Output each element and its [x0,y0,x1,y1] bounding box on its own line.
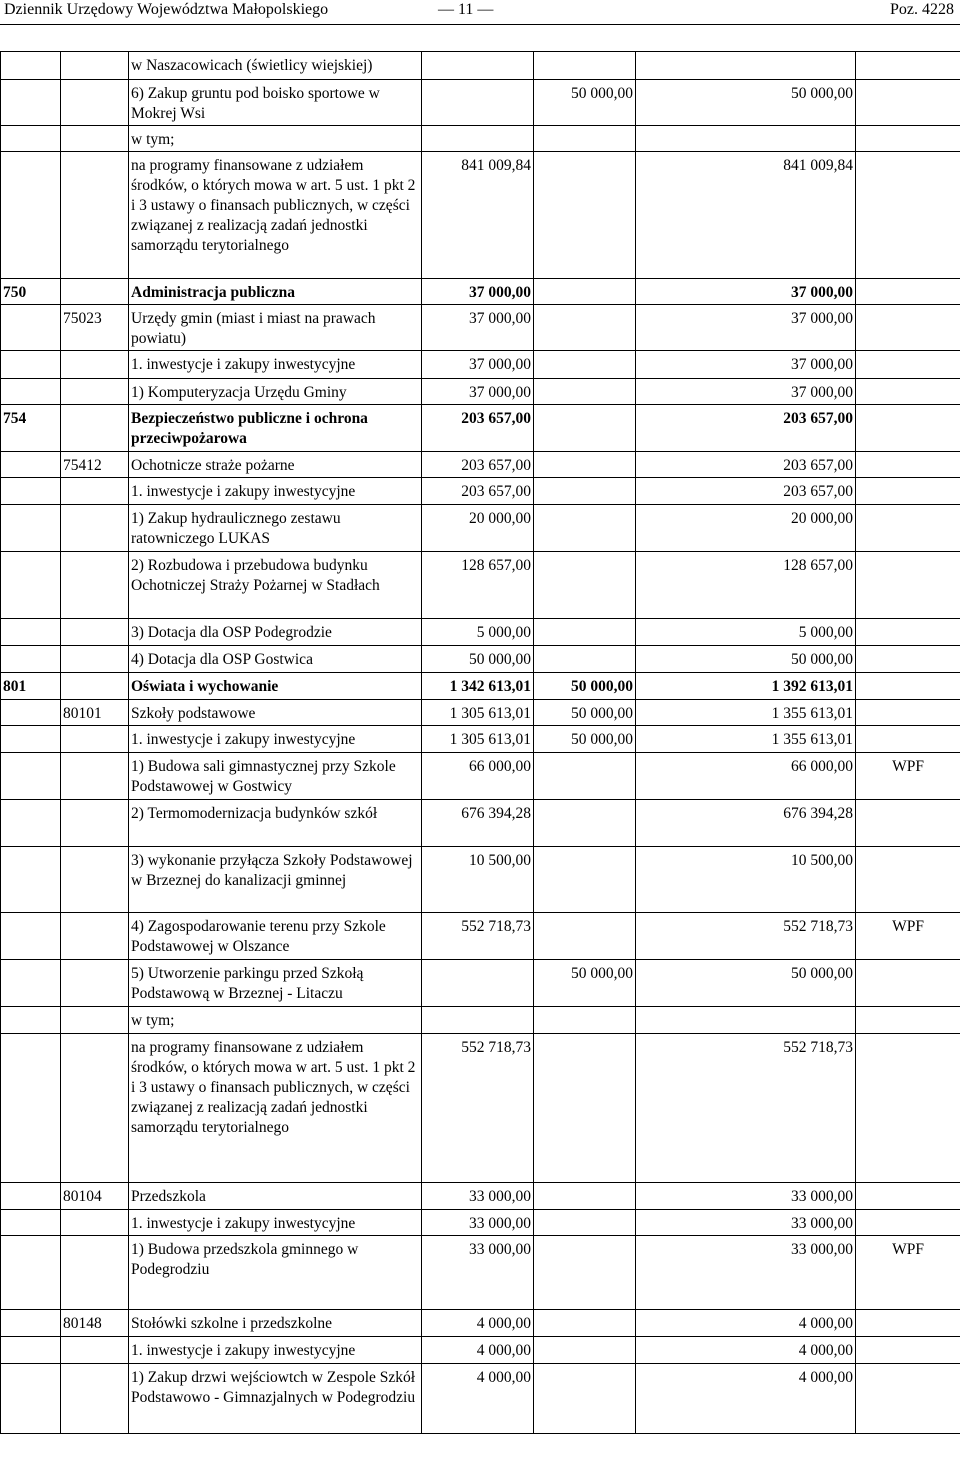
table-row [1,126,960,152]
amount-plan-cell: 1 342 613,01 [422,673,534,700]
table-row [1,800,960,847]
amount-after-cell: 203 657,00 [636,405,856,452]
dzial-cell [1,1337,61,1364]
amount-plan-cell: 676 394,28 [422,800,534,847]
note-cell [856,279,960,305]
amount-after-cell: 33 000,00 [636,1210,856,1236]
description-cell: 3) Dotacja dla OSP Podegrodzie [129,619,422,646]
note-cell [856,552,960,619]
note-cell [856,646,960,673]
rozdzial-cell: 80104 [61,1183,129,1210]
rozdzial-cell [61,800,129,847]
amount-after-cell: 1 355 613,01 [636,700,856,726]
amount-change-cell [534,646,636,673]
dzial-cell [1,1007,61,1034]
amount-after-cell: 66 000,00 [636,753,856,800]
note-cell [856,1183,960,1210]
table-row [1,619,960,646]
note-cell: WPF [856,913,960,960]
amount-plan-cell: 203 657,00 [422,478,534,505]
rozdzial-cell: 80101 [61,700,129,726]
amount-change-cell [534,379,636,405]
amount-plan-cell: 37 000,00 [422,305,534,351]
amount-after-cell: 10 500,00 [636,847,856,913]
note-cell [856,452,960,478]
rozdzial-cell [61,1337,129,1364]
table-row [1,1210,960,1236]
dzial-cell [1,379,61,405]
table-row [1,52,960,80]
table-row [1,279,960,305]
rozdzial-cell [61,478,129,505]
table-row [1,305,960,351]
description-cell: 1. inwestycje i zakupy inwestycyjne [129,351,422,379]
note-cell [856,700,960,726]
table-row [1,726,960,753]
rozdzial-cell [61,913,129,960]
note-cell [856,1210,960,1236]
rozdzial-cell [61,126,129,152]
dzial-cell [1,452,61,478]
page-header [0,0,960,24]
table-row [1,379,960,405]
rozdzial-cell [61,552,129,619]
note-cell [856,1007,960,1034]
description-cell: Ochotnicze straże pożarne [129,452,422,478]
table-row [1,552,960,619]
amount-change-cell [534,1007,636,1034]
note-cell [856,673,960,700]
amount-after-cell [636,1007,856,1034]
table-row [1,505,960,552]
rozdzial-cell [61,753,129,800]
note-cell [856,405,960,452]
amount-plan-cell: 37 000,00 [422,279,534,305]
table-row [1,646,960,673]
dzial-cell [1,152,61,279]
amount-change-cell [534,405,636,452]
amount-plan-cell: 1 305 613,01 [422,726,534,753]
rozdzial-cell [61,1210,129,1236]
table-row [1,753,960,800]
note-cell [856,1034,960,1183]
dzial-cell [1,1310,61,1337]
dzial-cell: 801 [1,673,61,700]
note-cell [856,847,960,913]
dzial-cell [1,619,61,646]
amount-after-cell: 50 000,00 [636,960,856,1007]
amount-plan-cell: 37 000,00 [422,379,534,405]
amount-after-cell: 33 000,00 [636,1183,856,1210]
rozdzial-cell [61,351,129,379]
description-cell: w tym; [129,126,422,152]
description-cell: 2) Rozbudowa i przebudowa budynku Ochotniczej Straży Pożarnej w Stadłach [129,552,422,619]
amount-change-cell: 50 000,00 [534,960,636,1007]
description-cell: Stołówki szkolne i przedszkolne [129,1310,422,1337]
amount-after-cell: 841 009,84 [636,152,856,279]
amount-plan-cell: 20 000,00 [422,505,534,552]
rozdzial-cell: 80148 [61,1310,129,1337]
amount-after-cell: 20 000,00 [636,505,856,552]
amount-plan-cell: 841 009,84 [422,152,534,279]
amount-after-cell: 37 000,00 [636,305,856,351]
rozdzial-cell [61,673,129,700]
amount-plan-cell: 33 000,00 [422,1183,534,1210]
note-cell [856,478,960,505]
rozdzial-cell: 75023 [61,305,129,351]
rozdzial-cell [61,152,129,279]
note-cell [856,619,960,646]
dzial-cell [1,1236,61,1310]
amount-change-cell [534,619,636,646]
amount-change-cell [534,1034,636,1183]
note-cell [856,305,960,351]
rozdzial-cell [61,960,129,1007]
description-cell: na programy finansowane z udziałem środków, o których mowa w art. 5 ust. 1 pkt 2 i 3 ustawy o finansach publicznych, w części związanej z realizacją zadań jednostki samorządu terytorialnego [129,1034,422,1183]
amount-plan-cell: 4 000,00 [422,1310,534,1337]
rozdzial-cell [61,52,129,80]
dzial-cell [1,800,61,847]
note-cell [856,960,960,1007]
rozdzial-cell [61,726,129,753]
table-row [1,478,960,505]
table-row [1,80,960,126]
amount-change-cell [534,1310,636,1337]
table-row [1,1310,960,1337]
dzial-cell [1,1364,61,1434]
rozdzial-cell [61,80,129,126]
note-cell [856,126,960,152]
rozdzial-cell [61,847,129,913]
dzial-cell [1,847,61,913]
amount-after-cell: 552 718,73 [636,1034,856,1183]
table-row [1,700,960,726]
amount-change-cell [534,152,636,279]
dzial-cell [1,1034,61,1183]
amount-change-cell [534,847,636,913]
amount-after-cell: 4 000,00 [636,1310,856,1337]
rozdzial-cell [61,279,129,305]
amount-change-cell [534,52,636,80]
amount-after-cell: 50 000,00 [636,646,856,673]
table-row [1,1034,960,1183]
amount-plan-cell: 128 657,00 [422,552,534,619]
note-cell [856,152,960,279]
amount-after-cell: 37 000,00 [636,379,856,405]
amount-plan-cell: 4 000,00 [422,1337,534,1364]
amount-after-cell: 33 000,00 [636,1236,856,1310]
table-row [1,405,960,452]
rozdzial-cell [61,1236,129,1310]
description-cell: 4) Dotacja dla OSP Gostwica [129,646,422,673]
amount-plan-cell: 552 718,73 [422,1034,534,1183]
header-rule [0,24,960,25]
description-cell: na programy finansowane z udziałem środków, o których mowa w art. 5 ust. 1 pkt 2 i 3 ustawy o finansach publicznych, w części związanej z realizacją zadań jednostki samorządu terytorialnego [129,152,422,279]
amount-change-cell [534,800,636,847]
description-cell: Urzędy gmin (miast i miast na prawach powiatu) [129,305,422,351]
amount-change-cell [534,126,636,152]
description-cell: 1. inwestycje i zakupy inwestycyjne [129,478,422,505]
rozdzial-cell [61,1364,129,1434]
dzial-cell [1,478,61,505]
rozdzial-cell: 75412 [61,452,129,478]
amount-after-cell: 50 000,00 [636,80,856,126]
amount-change-cell [534,1236,636,1310]
note-cell [856,80,960,126]
rozdzial-cell [61,1034,129,1183]
description-cell: 3) wykonanie przyłącza Szkoły Podstawowej w Brzeznej do kanalizacji gminnej [129,847,422,913]
amount-plan-cell: 203 657,00 [422,452,534,478]
dzial-cell [1,552,61,619]
dzial-cell [1,52,61,80]
amount-change-cell [534,279,636,305]
amount-plan-cell: 552 718,73 [422,913,534,960]
position-number: Poz. 4228 [890,1,954,18]
description-cell: Bezpieczeństwo publiczne i ochrona przeciwpożarowa [129,405,422,452]
page-number: — 11 — [438,1,494,18]
amount-change-cell [534,913,636,960]
amount-after-cell [636,126,856,152]
amount-change-cell [534,552,636,619]
description-cell: 1. inwestycje i zakupy inwestycyjne [129,1337,422,1364]
dzial-cell [1,1210,61,1236]
amount-plan-cell: 203 657,00 [422,405,534,452]
description-cell: 1) Komputeryzacja Urzędu Gminy [129,379,422,405]
amount-plan-cell: 10 500,00 [422,847,534,913]
rozdzial-cell [61,405,129,452]
dzial-cell [1,305,61,351]
rozdzial-cell [61,505,129,552]
description-cell: 1) Zakup hydraulicznego zestawu ratowniczego LUKAS [129,505,422,552]
budget-table [0,51,960,1434]
description-cell: Szkoły podstawowe [129,700,422,726]
amount-plan-cell: 33 000,00 [422,1236,534,1310]
note-cell [856,351,960,379]
description-cell: Administracja publiczna [129,279,422,305]
journal-title: Dziennik Urzędowy Województwa Małopolskiego [4,1,329,18]
note-cell [856,505,960,552]
note-cell [856,1310,960,1337]
amount-plan-cell [422,126,534,152]
amount-plan-cell [422,960,534,1007]
amount-plan-cell: 1 305 613,01 [422,700,534,726]
amount-change-cell [534,452,636,478]
amount-after-cell: 37 000,00 [636,351,856,379]
amount-change-cell [534,1337,636,1364]
description-cell: 1. inwestycje i zakupy inwestycyjne [129,726,422,753]
dzial-cell [1,646,61,673]
dzial-cell [1,960,61,1007]
amount-plan-cell: 37 000,00 [422,351,534,379]
table-row [1,452,960,478]
amount-plan-cell: 66 000,00 [422,753,534,800]
dzial-cell: 754 [1,405,61,452]
dzial-cell [1,351,61,379]
amount-after-cell: 552 718,73 [636,913,856,960]
description-cell: Przedszkola [129,1183,422,1210]
amount-after-cell: 128 657,00 [636,552,856,619]
note-cell [856,800,960,847]
amount-change-cell [534,1364,636,1434]
amount-plan-cell: 33 000,00 [422,1210,534,1236]
dzial-cell [1,126,61,152]
note-cell [856,726,960,753]
dzial-cell [1,700,61,726]
dzial-cell [1,505,61,552]
amount-after-cell: 4 000,00 [636,1337,856,1364]
table-row [1,1364,960,1434]
description-cell: 4) Zagospodarowanie terenu przy Szkole Podstawowej w Olszance [129,913,422,960]
description-cell: 1) Zakup drzwi wejściowtch w Zespole Szkół Podstawowo - Gimnazjalnych w Podegrodziu [129,1364,422,1434]
amount-change-cell [534,351,636,379]
table-row [1,351,960,379]
table-row [1,847,960,913]
amount-change-cell [534,1210,636,1236]
dzial-cell [1,913,61,960]
amount-change-cell: 50 000,00 [534,726,636,753]
rozdzial-cell [61,646,129,673]
description-cell: 5) Utworzenie parkingu przed Szkołą Podstawową w Brzeznej - Litaczu [129,960,422,1007]
table-row [1,1007,960,1034]
description-cell: Oświata i wychowanie [129,673,422,700]
description-cell: w Naszacowicach (świetlicy wiejskiej) [129,52,422,80]
amount-plan-cell [422,1007,534,1034]
amount-change-cell: 50 000,00 [534,673,636,700]
table-row [1,960,960,1007]
dzial-cell [1,726,61,753]
dzial-cell [1,753,61,800]
note-cell [856,379,960,405]
amount-after-cell: 203 657,00 [636,452,856,478]
amount-change-cell [534,505,636,552]
table-row [1,1183,960,1210]
rozdzial-cell [61,619,129,646]
description-cell: 1. inwestycje i zakupy inwestycyjne [129,1210,422,1236]
table-row [1,1236,960,1310]
table-row [1,913,960,960]
description-cell: 6) Zakup gruntu pod boisko sportowe w Mokrej Wsi [129,80,422,126]
dzial-cell [1,80,61,126]
amount-after-cell: 1 392 613,01 [636,673,856,700]
note-cell [856,52,960,80]
table-row [1,673,960,700]
description-cell: w tym; [129,1007,422,1034]
description-cell: 1) Budowa sali gimnastycznej przy Szkole Podstawowej w Gostwicy [129,753,422,800]
table-row [1,1337,960,1364]
note-cell [856,1364,960,1434]
amount-plan-cell: 5 000,00 [422,619,534,646]
amount-change-cell [534,1183,636,1210]
amount-after-cell: 203 657,00 [636,478,856,505]
table-row [1,152,960,279]
amount-after-cell: 4 000,00 [636,1364,856,1434]
amount-plan-cell: 50 000,00 [422,646,534,673]
amount-plan-cell [422,52,534,80]
amount-plan-cell [422,80,534,126]
amount-change-cell [534,478,636,505]
note-cell: WPF [856,1236,960,1310]
amount-change-cell [534,753,636,800]
description-cell: 2) Termomodernizacja budynków szkół [129,800,422,847]
amount-change-cell: 50 000,00 [534,80,636,126]
note-cell: WPF [856,753,960,800]
amount-after-cell: 1 355 613,01 [636,726,856,753]
amount-change-cell [534,305,636,351]
amount-after-cell: 676 394,28 [636,800,856,847]
dzial-cell: 750 [1,279,61,305]
amount-plan-cell: 4 000,00 [422,1364,534,1434]
amount-after-cell [636,52,856,80]
rozdzial-cell [61,1007,129,1034]
note-cell [856,1337,960,1364]
amount-after-cell: 5 000,00 [636,619,856,646]
amount-change-cell: 50 000,00 [534,700,636,726]
dzial-cell [1,1183,61,1210]
description-cell: 1) Budowa przedszkola gminnego w Podegrodziu [129,1236,422,1310]
rozdzial-cell [61,379,129,405]
amount-after-cell: 37 000,00 [636,279,856,305]
